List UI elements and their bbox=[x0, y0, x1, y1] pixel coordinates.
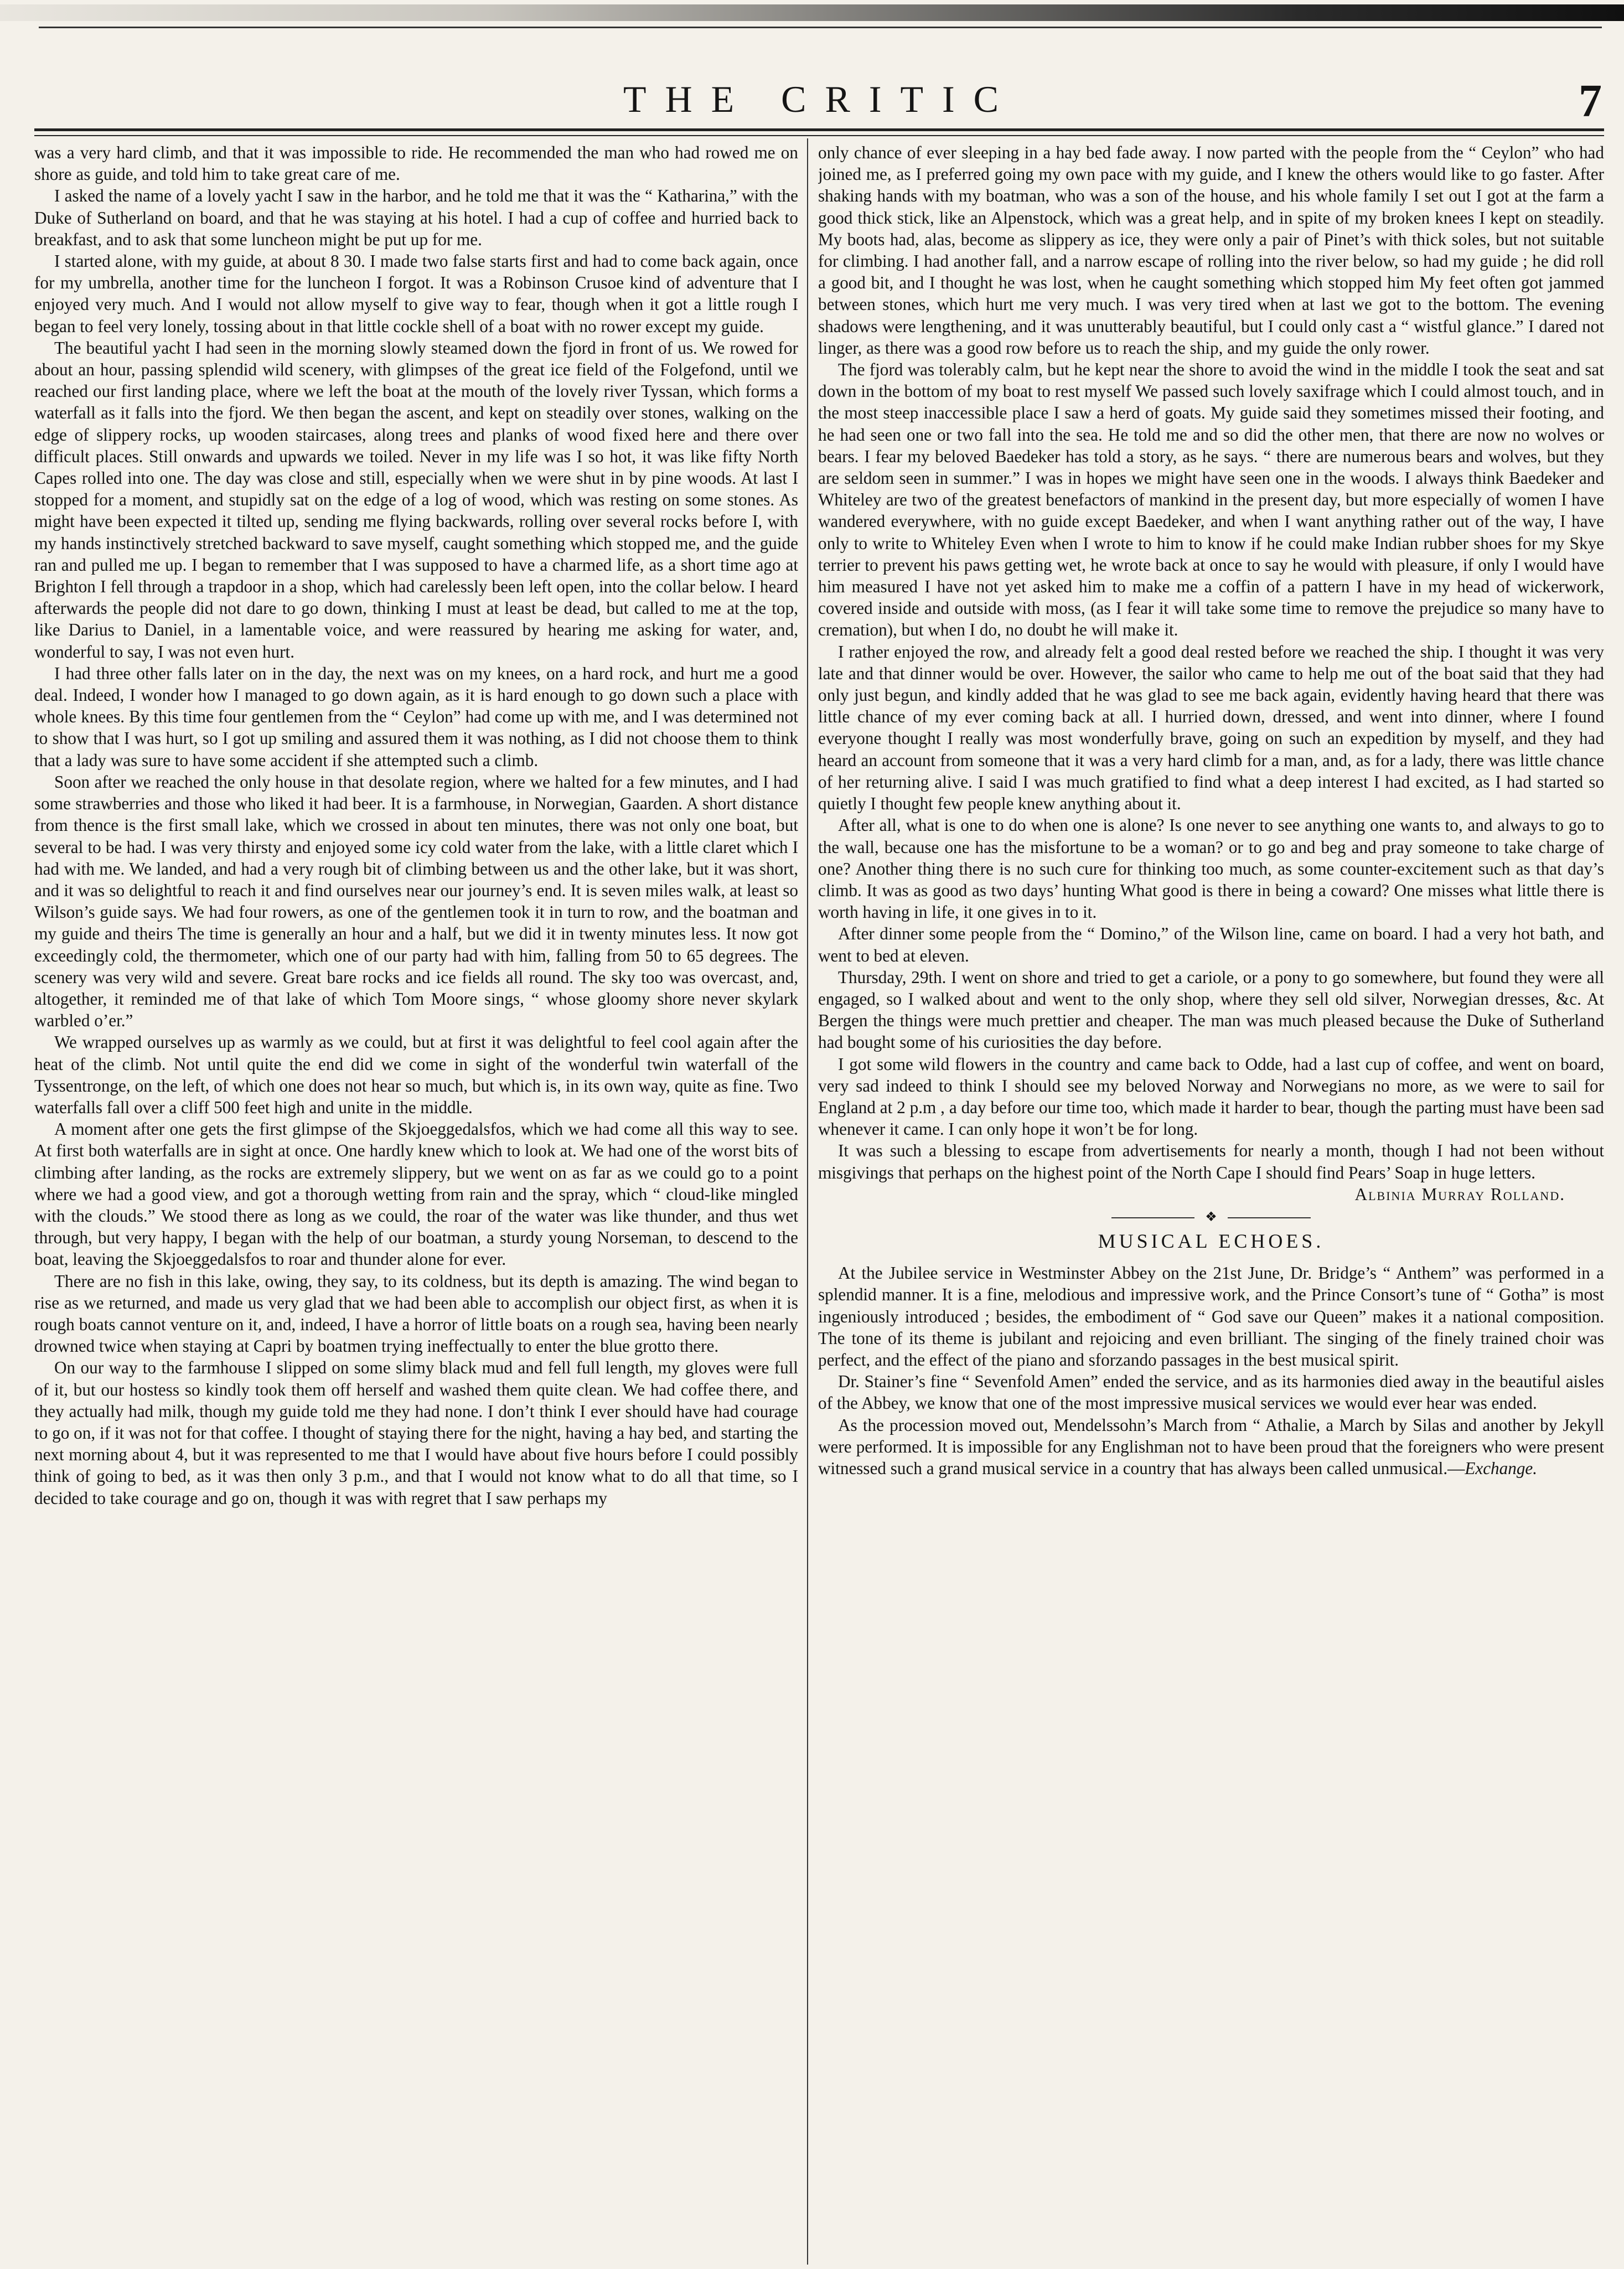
paragraph: I got some wild flowers in the country and came back to Odde, had a last cup of coffee, and went on board, very sad indeed to think I should see my beloved Norway and Norwegians no more, as we were to sail for England at 2 p.m , a day before our time too, which made it harder to bear, though the parting must have been sad whenever it came. I can only hope it won’t be for long. bbox=[818, 1054, 1604, 1139]
section-header bbox=[818, 1210, 1604, 1252]
paragraph: was a very hard climb, and that it was impossible to ride. He recommended the man who had rowed me on shore as guide, and told him to take great care of me. bbox=[34, 143, 798, 184]
paragraph: I asked the name of a lovely yacht I saw in the harbor, and he told me that it was the “ Katharina,” with the Duke of Sutherland on board, and that he was staying at his hotel. I had a cup of coffee and hurried back to breakfast, and to ask that some luncheon might be put up for me. bbox=[34, 186, 798, 249]
paragraph: Soon after we reached the only house in that desolate region, where we halted for a few minutes, and I had some strawberries and those who liked it had beer. It is a farmhouse, in Norwegian, Gaarden. A short distance from thence is the first small lake, which we crossed in about ten minutes, there was not only one boat, but several to be had. I was very thirsty and enjoyed some icy cold water from the lake, with a little claret which I had with me. We landed, and had a very rough bit of climbing between us and the other lake, but it was short, and it was so delightful to reach it and find ourselves near our journey’s end. It is seven miles walk, at least so Wilson’s guide says. We had four rowers, as one of the gentlemen took it in turn to row, and the boatman and my guide and theirs The time is generally an hour and a half, but we did it in twenty minutes less. It now got exceedingly cold, the thermometer, which one of our party had with him, falling from 50 to 65 degrees. The scenery was very wild and severe. Great bare rocks and ice fields all round. The sky too was overcast, and, altogether, it reminded me of that lake of which Tom Moore sings, “ whose gloomy shore never skylark warbled o’er.” bbox=[34, 772, 798, 1031]
paragraph: The fjord was tolerably calm, but he kept near the shore to avoid the wind in the middle I took the seat and sat down in the bottom of my boat to rest myself We passed such lovely saxifrage which I could almost touch, and in the most steep inaccessible place I saw a herd of goats. My guide said they sometimes missed their footing, and he had seen one or two fall into the sea. He told me and so did the other men, that there are now no wolves or bears. I fear my beloved Baedeker has told a story, as he says. “ there are numerous bears and wolves, but they are seldom seen in summer.” I was in hopes we might have seen one in the woods. I always think Baedeker and Whiteley are two of the greatest benefactors of mankind in the present day, but more especially of women I have wandered everywhere, with no guide except Baedeker, and when I want anything rather out of the way, I have only to write to Whiteley Even when I wrote to him to know if he could make Indian rubber shoes for my Skye terrier to prevent his paws getting wet, he wrote back at once to say he would with pleasure, if only I would have him measured I have not yet asked him to make me a coffin of a pattern I have in my head of wickerwork, covered inside and outside with moss, (as I fear it will take some time to remove the prejudice so many have to cremation), but when I do, no doubt he will make it. bbox=[818, 360, 1604, 640]
page-number: 7 bbox=[1579, 75, 1602, 127]
paragraph: A moment after one gets the first glimpse of the Skjoeggedalsfos, which we had come all this way to see. At first both waterfalls are in sight at once. One hardly knew which to look at. We had one of the worst bits of climbing after landing, as the rocks are extremely slippery, but we went on as far as we could go to a point where we had a good view, and got a thorough wetting from rain and the spray, which “ cloud-like mingled with the clouds.” We stood there as long as we could, the roar of the water was like thunder, and thus wet through, but very happy, I began with the help of our boatman, a sturdy young Norseman, to descend to the boat, leaving the Skjoeggedalsfos to roar and thunder alone for ever. bbox=[34, 1119, 798, 1269]
paragraph: After dinner some people from the “ Domino,” of the Wilson line, came on board. I had a very hot bath, and went to bed at eleven. bbox=[818, 924, 1604, 965]
author-signature: Albinia Murray Rolland. bbox=[1354, 1184, 1565, 1204]
left-column bbox=[34, 142, 798, 2263]
paragraph: On our way to the farmhouse I slipped on some slimy black mud and fell full length, my gloves were full of it, but our hostess so kindly took them off herself and washed them quite clean. We had coffee there, and they actually had milk, though my guide told me they had none. I don’t think I ever should have had courage to go on, if it was not for that coffee. I thought of staying there for the night, having a hay bed, and starting the next morning about 4, but it was represented to me that I would have about five hours before I could possibly think of going to bed, as it was then only 3 p.m., and that I would not know what to do all that time, so I decided to take courage and go on, though it was with regret that I saw perhaps my bbox=[34, 1358, 798, 1508]
top-edge-rule bbox=[39, 27, 1602, 28]
paragraph: Dr. Stainer’s fine “ Sevenfold Amen” ended the service, and as its harmonies died away in the beautiful aisles of the Abbey, we know that one of the most impressive musical services we would ever hear was ended. bbox=[818, 1372, 1604, 1413]
paragraph: only chance of ever sleeping in a hay bed fade away. I now parted with the people from the “ Ceylon” who had joined me, as I preferred going my own pace with my guide, and I knew the others would like to go faster. After shaking hands with my boatman, who was a son of the house, and his whole family I set out I got at the farm a good thick stick, like an Alpenstock, which was a great help, and in spite of my broken knees I kept on steadily. My boots had, alas, become as slippery as ice, they were only a pair of Pinet’s with thick soles, but not suitable for climbing. I had another fall, and a narrow escape of rolling into the river below, so had my guide ; he did roll a good bit, and I thought he was lost, when he caught something which stopped him My feet often got jammed between stones, which hurt me very much. I was very tired when at last we got to the bottom. The evening shadows were lengthening, and it was unutterably beautiful, but I could only cast a “ wistful glance.” I dared not linger, as there was a good row before us to reach the ship, and my guide the only rower. bbox=[818, 143, 1604, 358]
header-rule-thick bbox=[34, 128, 1604, 131]
header-rule-thin bbox=[34, 135, 1604, 136]
paragraph: It was such a blessing to escape from advertisements for nearly a month, though I had not been without misgivings that perhaps on the highest point of the North Cape I should find Pears’ Soap in huge letters. bbox=[818, 1141, 1604, 1182]
paragraph-text: As the procession moved out, Mendelssohn’s March from “ Athalie, a March by Silas and another by Jekyll were performed. It is impossible for any Englishman not to have been proud that the foreigners who were present witnessed such a grand musical service in a country that has always been called unmusical.— bbox=[818, 1415, 1604, 1478]
paragraph: After all, what is one to do when one is alone? Is one never to see anything one wants to, and always to go to the wall, because one has the misfortune to be a woman? or to go and beg and pray someone to take charge of one? Another thing there is no such cure for thinking too much, as some counter-excitement such as that day’s climb. It was as good as two days’ hunting What good is there in being a coward? One misses what little there is worth having in life, it one gives in to it. bbox=[818, 815, 1604, 922]
source-credit: Exchange. bbox=[1465, 1458, 1538, 1478]
paragraph: I had three other falls later on in the day, the next was on my knees, on a hard rock, and hurt me a good deal. Indeed, I wonder how I managed to go down again, as it is hard enough to go down such a place with whole knees. By this time four gentlemen from the “ Ceylon” had come up with me, and I was determined not to show that I was hurt, so I got up smiling and assured them it was nothing, as I did not choose them to think that a lady was sure to have some accident if she attempted such a climb. bbox=[34, 663, 798, 770]
paragraph: I started alone, with my guide, at about 8 30. I made two false starts first and had to come back again, once for my umbrella, another time for the luncheon I forgot. It was a Robinson Crusoe kind of adventure that I enjoyed very much. And I would not allow myself to give way to fear, though when it got a little rough I began to feel very lonely, tossing about in that little cockle shell of a boat with no rower except my guide. bbox=[34, 251, 798, 336]
paragraph: I rather enjoyed the row, and already felt a good deal rested before we reached the ship. I thought it was very late and that dinner would be over. However, the sailor who came to help me out of the boat said that they had only just begun, and kindly added that he was glad to see me back again, evidently having heard that there was little chance of my ever coming back at all. I hurried down, dressed, and went into dinner, where I found everyone thought I really was most wonderfully brave, going on such an expedition by myself, and they had heard an account from someone that it was a very hard climb for a man, and, as for a lady, there was little chance of her returning alive. I said I was much gratified to find what a deep interest I had excited, as I had started so quietly I thought few people knew anything about it. bbox=[818, 642, 1604, 814]
ornament-icon: ❖ bbox=[1194, 1212, 1228, 1222]
paragraph bbox=[818, 1414, 1604, 1480]
paragraph: We wrapped ourselves up as warmly as we could, but at first it was delightful to feel cool again after the heat of the climb. Not until quite the end did we come in sight of the wonderful twin waterfall of the Tyssentronge, on the left, of which one does not hear so much, but which is, in its own way, quite as fine. Two waterfalls fall over a cliff 500 feet high and unite in the middle. bbox=[34, 1032, 798, 1117]
column-divider bbox=[807, 138, 808, 2265]
right-column bbox=[818, 142, 1604, 2263]
ornament-rule bbox=[1111, 1210, 1311, 1224]
paragraph: At the Jubilee service in Westminster Abbey on the 21st June, Dr. Bridge’s “ Anthem” was performed in a splendid manner. It is a fine, melodious and impressive work, and the Prince Consort’s tune of “ Gotha” is most ingeniously introduced ; besides, the embodiment of “ God save our Queen” makes it a national composition. The tone of its theme is jubilant and rejoicing and even brilliant. The singing of the finely trained choir was perfect, and the effect of the piano and sforzando passages in the best musical spirit. bbox=[818, 1263, 1604, 1369]
paragraph: The beautiful yacht I had seen in the morning slowly steamed down the fjord in front of us. We rowed for about an hour, passing splendid wild scenery, with glimpses of the great ice field of the Folgefond, until we reached our first landing place, where we left the boat at the mouth of the lovely river Tyssan, which forms a waterfall as it falls into the fjord. We then began the ascent, and kept on steadily over stones, walking on the edge of slippery rocks, up wooden staircases, along trees and planks of wood fixed here and there over difficult places. Still onwards and upwards we toiled. Never in my life was I so hot, it was like fifty North Capes rolled into one. The day was close and still, especially when we were shut in by pine woods. At last I stopped for a moment, and stupidly sat on the edge of a log of wood, which was resting on some stones. As might have been expected it tilted up, sending me flying backwards, rolling over several rocks before I, with my hands instinctively stretched backward to save myself, caught something which stopped me, and the guide ran and pulled me up. I began to remember that I was supposed to have a charmed life, as a short time ago at Brighton I fell through a trapdoor in a shop, which had carelessly been left open, into the collar below. I heard afterwards the people did not dare to go down, thinking I must at least be dead, but called to me at the top, like Darius to Daniel, in a lamentable voice, and were reassured by hearing me asking for water, and, wonderful to say, I was not even hurt. bbox=[34, 338, 798, 661]
paragraph: Thursday, 29th. I went on shore and tried to get a cariole, or a pony to go somewhere, but found they were all engaged, so I walked about and went to the only shop, where they sell old silver, Norwegian dresses, &c. At Bergen the things were much prettier and cheaper. The man was much pleased because the Duke of Sutherland had bought some of his curiosities the day before. bbox=[818, 967, 1604, 1052]
masthead bbox=[39, 77, 1602, 127]
page-title: THE CRITIC bbox=[623, 78, 1018, 120]
paragraph: There are no fish in this lake, owing, they say, to its coldness, but its depth is amazing. The wind began to rise as we returned, and made us very glad that we had been able to accomplish our object first, as when it is rough boats cannot venture on it, and, indeed, I have a horror of little boats on a rough sea, having been nearly drowned twice when staying at Capri by boatmen trying ineffectually to enter the blue grotto there. bbox=[34, 1271, 798, 1356]
top-edge-band bbox=[0, 4, 1624, 21]
section-title: MUSICAL ECHOES. bbox=[1098, 1229, 1325, 1252]
